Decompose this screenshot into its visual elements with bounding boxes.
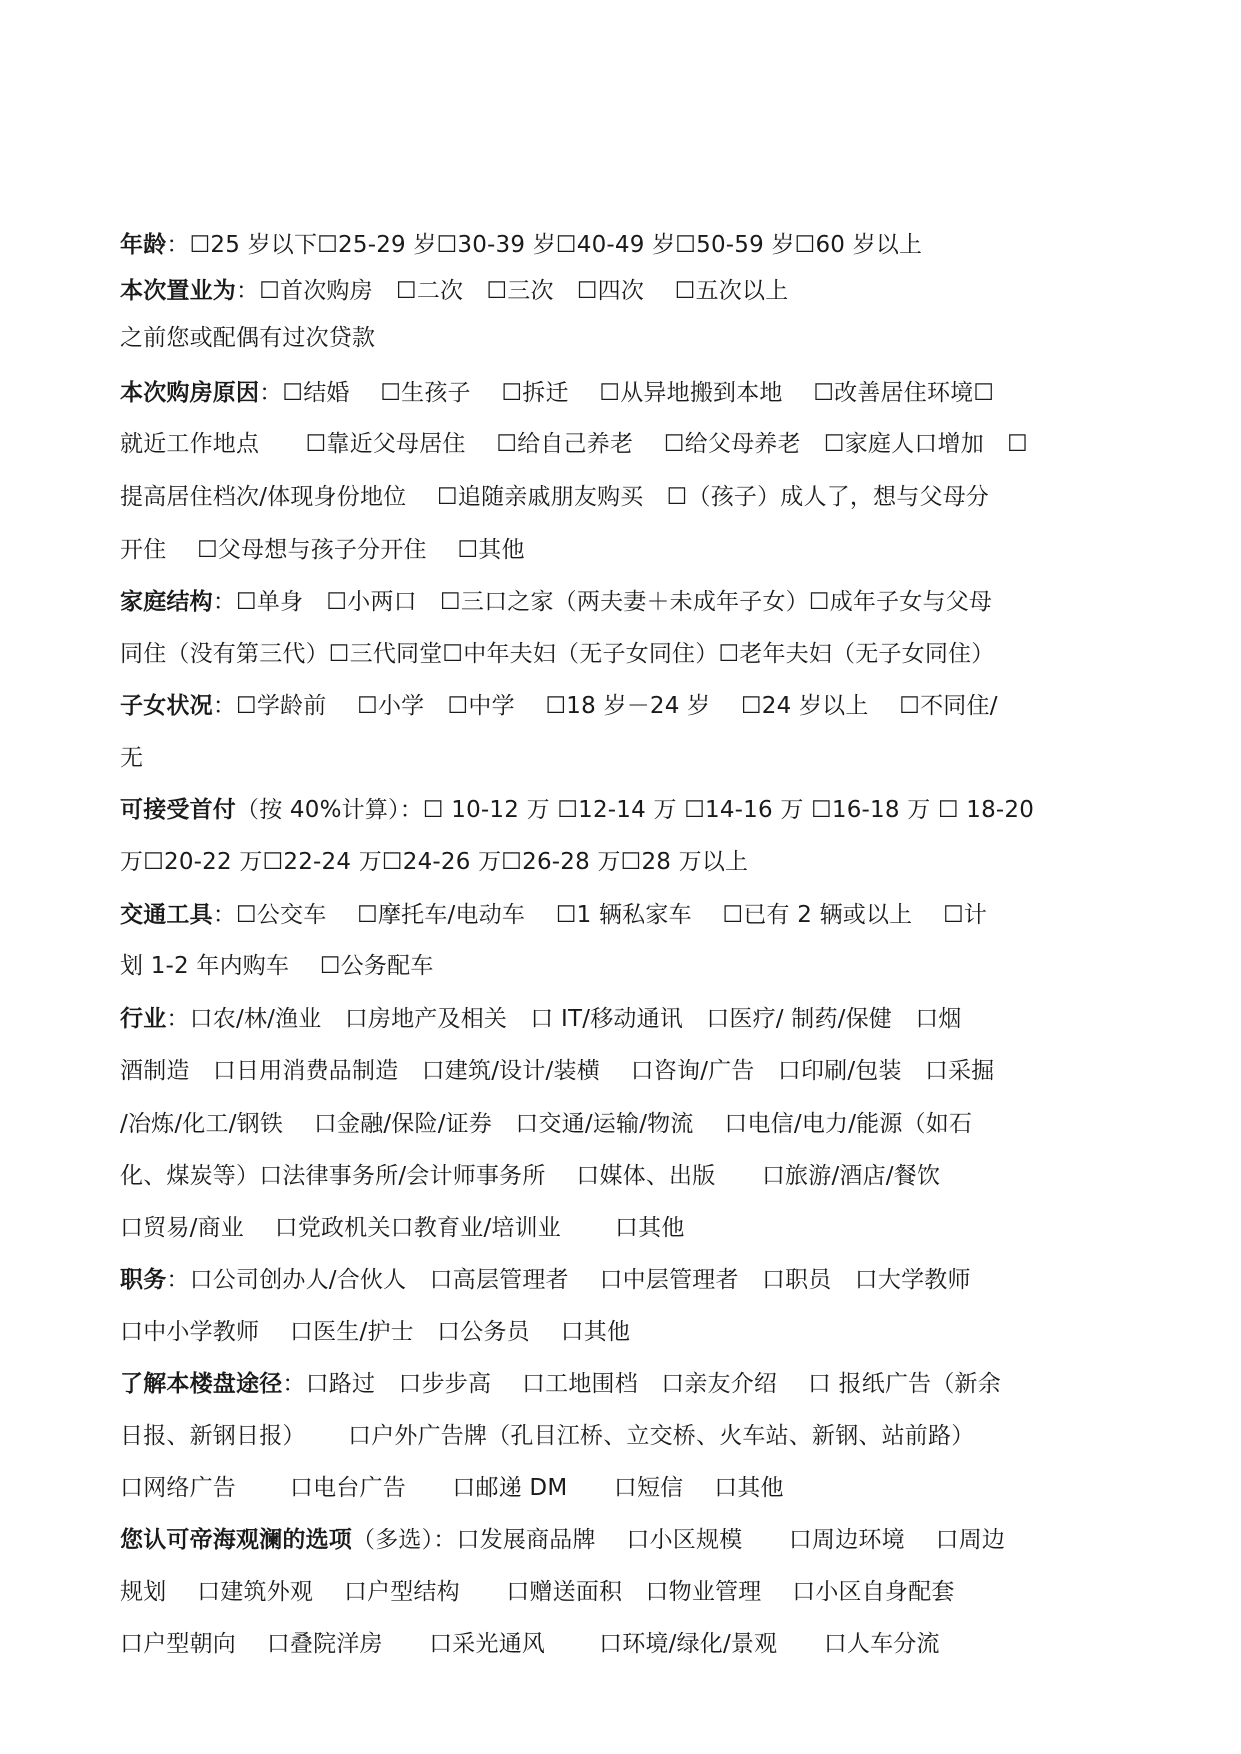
line-recognition: [120, 1520, 1005, 1560]
line-industry-cont: [120, 1051, 995, 1091]
line-text: 万☐20-22 万☐22-24 万☐24-26 万☐26-28 万☐28 万以上: [120, 849, 749, 875]
line-down-payment: [120, 790, 1034, 830]
line-text: ：☐首次购房 ☐二次 ☐三次 ☐四次 ☐五次以上: [236, 278, 789, 304]
line-label: 家庭结构: [120, 589, 213, 615]
line-children-status-cont: [120, 738, 143, 778]
line-text: 之前您或配偶有过次贷款: [120, 325, 376, 351]
line-label: 本次置业为: [120, 278, 236, 304]
line-label: 本次购房原因: [120, 380, 260, 406]
line-purchase-reason: [120, 373, 994, 413]
line-label: 了解本楼盘途径: [120, 1371, 283, 1397]
line-text: ：☐公交车 ☐摩托车/电动车 ☐1 辆私家车 ☐已有 2 辆或以上 ☐计: [212, 902, 988, 928]
line-text: 口贸易/商业 口党政机关口教育业/培训业 口其他: [120, 1215, 685, 1241]
line-text: ：口农/林/渔业 口房地产及相关 口 IT/移动通讯 口医疗/ 制药/保健 口烟: [166, 1006, 962, 1032]
line-text: ：口公司创办人/合伙人 口高层管理者 口中层管理者 口职员 口大学教师: [166, 1267, 971, 1293]
line-label: 交通工具: [120, 902, 213, 928]
line-purchase-reason-cont: [120, 530, 525, 570]
line-previous-loan: [120, 318, 375, 358]
line-industry-cont: [120, 1156, 940, 1196]
line-channel-cont: [120, 1416, 974, 1456]
line-purchase-reason-cont: [120, 477, 989, 517]
line-channel-cont: [120, 1468, 784, 1508]
line-down-payment-cont: [120, 842, 748, 882]
line-text: 口网络广告 口电台广告 口邮递 DM 口短信 口其他: [120, 1475, 784, 1501]
line-text: （按 40%计算）：☐ 10-12 万 ☐12-14 万 ☐14-16 万 ☐16-18 万 ☐ 18-20: [236, 797, 1035, 823]
line-text: /冶炼/化工/钢铁 口金融/保险/证券 口交通/运输/物流 口电信/电力/能源（如石: [120, 1111, 973, 1137]
line-label: 行业: [120, 1006, 167, 1032]
line-transport-cont: [120, 946, 434, 986]
line-text: 同住（没有第三代）☐三代同堂☐中年夫妇（无子女同住）☐老年夫妇（无子女同住）: [120, 641, 995, 667]
line-recognition-cont: [120, 1624, 940, 1664]
line-text: 日报、新钢日报） 口户外广告牌（孔目江桥、立交桥、火车站、新钢、站前路）: [120, 1423, 975, 1449]
line-transport: [120, 895, 987, 935]
line-industry: [120, 999, 962, 1039]
line-text: ：☐学龄前 ☐小学 ☐中学 ☐18 岁－24 岁 ☐24 岁以上 ☐不同住/: [212, 693, 998, 719]
line-label: 子女状况: [120, 693, 213, 719]
line-position: [120, 1260, 971, 1300]
line-text: 化、煤炭等）口法律事务所/会计师事务所 口媒体、出版 口旅游/酒店/餐饮: [120, 1163, 941, 1189]
line-family-structure: [120, 582, 992, 622]
line-text: ：☐单身 ☐小两口 ☐三口之家（两夫妻＋未成年子女）☐成年子女与父母: [212, 589, 993, 615]
line-text: 无: [120, 745, 144, 771]
line-text: 规划 口建筑外观 口户型结构 口赠送面积 口物业管理 口小区自身配套: [120, 1579, 955, 1605]
line-text: 口户型朝向 口叠院洋房 口采光通风 口环境/绿化/景观 口人车分流: [120, 1631, 940, 1657]
line-text: 提高居住档次/体现身份地位 ☐追随亲戚朋友购买 ☐（孩子）成人了，想与父母分: [120, 484, 990, 510]
line-family-structure-cont: [120, 634, 994, 674]
line-channel: [120, 1364, 1001, 1404]
line-text: 划 1-2 年内购车 ☐公务配车: [120, 953, 434, 979]
line-label: 职务: [120, 1267, 167, 1293]
line-label: 可接受首付: [120, 797, 236, 823]
line-position-cont: [120, 1312, 630, 1352]
line-label: 年龄: [120, 232, 167, 258]
line-text: 口中小学教师 口医生/护士 口公务员 口其他: [120, 1319, 631, 1345]
line-recognition-cont: [120, 1572, 955, 1612]
line-children-status: [120, 686, 998, 726]
line-text: ：口路过 口步步高 口工地围档 口亲友介绍 口 报纸广告（新余: [282, 1371, 1001, 1397]
line-purchase-count: [120, 271, 788, 311]
line-text: ：☐25 岁以下☐25-29 岁☐30-39 岁☐40-49 岁☐50-59 岁☐60 岁以上: [166, 232, 923, 258]
line-industry-cont: [120, 1208, 685, 1248]
line-industry-cont: [120, 1104, 972, 1144]
line-text: ：☐结婚 ☐生孩子 ☐拆迁 ☐从异地搬到本地 ☐改善居住环境☐: [259, 380, 995, 406]
line-text: 开住 ☐父母想与孩子分开住 ☐其他: [120, 537, 525, 563]
line-text: （多选）：口发展商品牌 口小区规模 口周边环境 口周边: [352, 1527, 1006, 1553]
line-label: 您认可帝海观澜的选项: [120, 1527, 352, 1553]
line-text: 就近工作地点 ☐靠近父母居住 ☐给自己养老 ☐给父母养老 ☐家庭人口增加 ☐: [120, 431, 1028, 457]
line-text: 酒制造 口日用消费品制造 口建筑/设计/装横 口咨询/广告 口印刷/包装 口采掘: [120, 1058, 995, 1084]
line-age: [120, 225, 922, 265]
line-purchase-reason-cont: [120, 424, 1028, 464]
